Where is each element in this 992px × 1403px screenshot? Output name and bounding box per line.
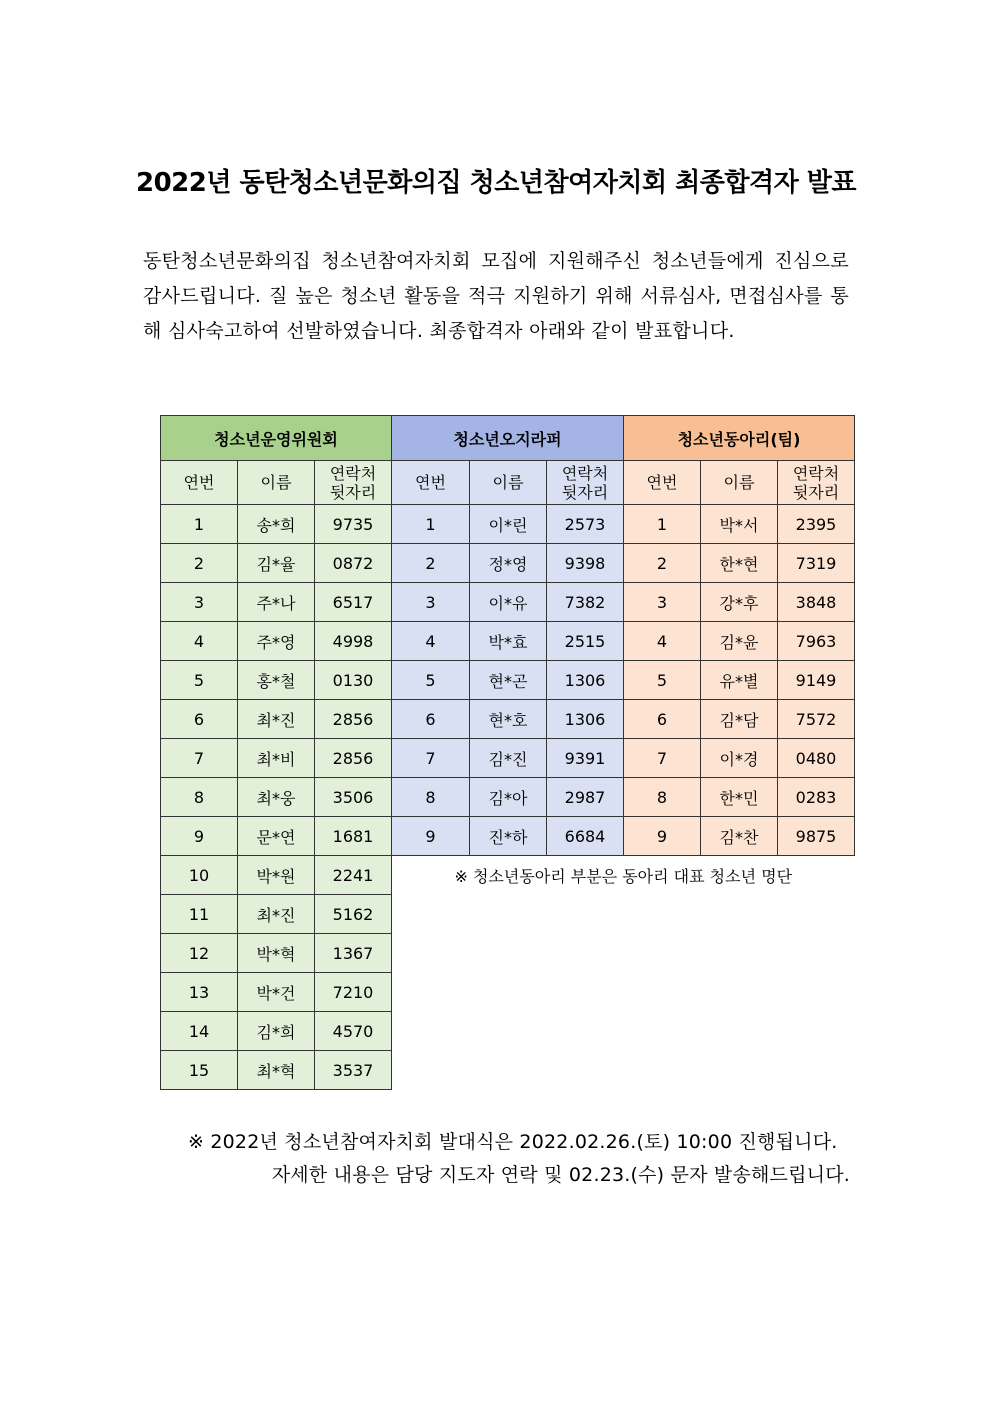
cell-contact: 9391 [547,739,624,778]
cell-contact: 2241 [315,856,392,895]
table-row [161,817,855,856]
cell-no: 1 [624,505,701,544]
cell-contact: 3506 [315,778,392,817]
column-header-no: 연번 [161,461,238,505]
cell-name: 현*곤 [470,661,547,700]
cell-no: 4 [392,622,470,661]
column-header-contact-line2: 뒷자리 [329,482,377,502]
column-header-no: 연번 [392,461,470,505]
cell-no: 5 [392,661,470,700]
cell-name: 박*건 [238,973,315,1012]
cell-no: 8 [392,778,470,817]
cell-name: 홍*철 [238,661,315,700]
cell-contact: 0130 [315,661,392,700]
group-title-club: 청소년동아리(팀) [624,416,855,461]
cell-name: 이*린 [470,505,547,544]
page-title: 2022년 동탄청소년문화의집 청소년참여자치회 최종합격자 발표 [136,168,856,198]
cell-no: 4 [624,622,701,661]
cell-contact: 7963 [778,622,855,661]
cell-no: 1 [161,505,238,544]
cell-contact: 3848 [778,583,855,622]
cell-name: 최*진 [238,700,315,739]
cell-contact: 0283 [778,778,855,817]
cell-name: 정*영 [470,544,547,583]
cell-name: 이*유 [470,583,547,622]
cell-name: 김*담 [701,700,778,739]
cell-contact: 9149 [778,661,855,700]
cell-contact: 1306 [547,700,624,739]
column-header-row [161,461,855,505]
group-title-ojirapper: 청소년오지라퍼 [392,416,624,461]
cell-name: 박*효 [470,622,547,661]
cell-name: 최*비 [238,739,315,778]
empty-cell [392,1012,855,1051]
cell-contact: 1306 [547,661,624,700]
table-note: ※ 청소년동아리 부분은 동아리 대표 청소년 명단 [392,856,855,895]
cell-no: 5 [161,661,238,700]
column-header-name: 이름 [701,461,778,505]
table-row [161,973,855,1012]
cell-no: 11 [161,895,238,934]
cell-no: 4 [161,622,238,661]
cell-name: 최*진 [238,895,315,934]
cell-contact: 4570 [315,1012,392,1051]
cell-contact: 0872 [315,544,392,583]
column-header-contact-line2: 뒷자리 [561,482,609,502]
table-row [161,583,855,622]
cell-name: 이*경 [701,739,778,778]
cell-contact: 2856 [315,739,392,778]
column-header-contact [547,461,624,505]
cell-name: 최*웅 [238,778,315,817]
cell-name: 유*별 [701,661,778,700]
cell-no: 3 [624,583,701,622]
cell-name: 김*윤 [701,622,778,661]
cell-contact: 2987 [547,778,624,817]
table-row [161,856,855,895]
cell-name: 주*영 [238,622,315,661]
cell-no: 9 [392,817,470,856]
cell-no: 9 [161,817,238,856]
cell-name: 김*희 [238,1012,315,1051]
footer-line-ceremony: ※ 2022년 청소년참여자치회 발대식은 2022.02.26.(토) 10:00 진행됩니다. [188,1131,838,1153]
cell-contact: 1367 [315,934,392,973]
column-header-contact-line1: 연락처 [792,463,840,483]
cell-no: 2 [624,544,701,583]
cell-name: 김*찬 [701,817,778,856]
table-row [161,661,855,700]
column-header-contact [315,461,392,505]
cell-no: 6 [624,700,701,739]
cell-name: 진*하 [470,817,547,856]
empty-cell [392,895,855,934]
cell-no: 3 [392,583,470,622]
cell-no: 13 [161,973,238,1012]
intro-paragraph: 동탄청소년문화의집 청소년참여자치회 모집에 지원해주신 청소년들에게 진심으로 감사드립니다. 질 높은 청소년 활동을 적극 지원하기 위해 서류심사, 면접심사를 통해 심사숙고하여 선발하였습니다. 최종합격자 아래와 같이 발표합니다. [143,250,849,342]
cell-contact: 2395 [778,505,855,544]
cell-name: 박*혁 [238,934,315,973]
column-header-contact-line1: 연락처 [561,463,609,483]
cell-name: 현*호 [470,700,547,739]
cell-no: 7 [624,739,701,778]
cell-contact: 1681 [315,817,392,856]
cell-name: 송*희 [238,505,315,544]
cell-contact: 6684 [547,817,624,856]
cell-name: 한*현 [701,544,778,583]
cell-no: 5 [624,661,701,700]
table-row [161,739,855,778]
cell-no: 7 [392,739,470,778]
column-header-contact [778,461,855,505]
cell-no: 2 [161,544,238,583]
cell-contact: 3537 [315,1051,392,1090]
empty-cell [392,1051,855,1090]
cell-name: 문*연 [238,817,315,856]
cell-contact: 2515 [547,622,624,661]
cell-no: 10 [161,856,238,895]
table-row [161,544,855,583]
cell-no: 12 [161,934,238,973]
cell-name: 김*아 [470,778,547,817]
cell-contact: 9735 [315,505,392,544]
table-row [161,934,855,973]
column-header-contact-line2: 뒷자리 [792,482,840,502]
results-table [160,415,855,1090]
cell-name: 김*율 [238,544,315,583]
column-header-name: 이름 [238,461,315,505]
footer-line-contact: 자세한 내용은 담당 지도자 연락 및 02.23.(수) 문자 발송해드립니다. [271,1164,850,1186]
column-header-no: 연번 [624,461,701,505]
cell-no: 1 [392,505,470,544]
cell-name: 주*나 [238,583,315,622]
table-row [161,1051,855,1090]
cell-contact: 2573 [547,505,624,544]
cell-contact: 2856 [315,700,392,739]
cell-contact: 9875 [778,817,855,856]
cell-name: 김*진 [470,739,547,778]
footer-notice [188,1126,850,1192]
group-header-row [161,416,855,461]
cell-contact: 9398 [547,544,624,583]
empty-cell [392,973,855,1012]
cell-contact: 5162 [315,895,392,934]
cell-contact: 0480 [778,739,855,778]
cell-name: 강*후 [701,583,778,622]
cell-contact: 6517 [315,583,392,622]
cell-no: 6 [161,700,238,739]
table-row [161,505,855,544]
column-header-contact-line1: 연락처 [329,463,377,483]
cell-no: 15 [161,1051,238,1090]
cell-contact: 7210 [315,973,392,1012]
table-row [161,778,855,817]
cell-name: 박*서 [701,505,778,544]
cell-name: 박*원 [238,856,315,895]
table-row [161,1012,855,1051]
table-row [161,895,855,934]
empty-cell [392,934,855,973]
table-row [161,700,855,739]
cell-contact: 7319 [778,544,855,583]
cell-no: 14 [161,1012,238,1051]
cell-no: 3 [161,583,238,622]
cell-contact: 7382 [547,583,624,622]
cell-contact: 7572 [778,700,855,739]
cell-no: 8 [624,778,701,817]
cell-name: 한*민 [701,778,778,817]
cell-contact: 4998 [315,622,392,661]
cell-no: 2 [392,544,470,583]
cell-name: 최*혁 [238,1051,315,1090]
cell-no: 8 [161,778,238,817]
cell-no: 6 [392,700,470,739]
column-header-name: 이름 [470,461,547,505]
cell-no: 7 [161,739,238,778]
cell-no: 9 [624,817,701,856]
table-row [161,622,855,661]
group-title-operating-committee: 청소년운영위원회 [161,416,392,461]
